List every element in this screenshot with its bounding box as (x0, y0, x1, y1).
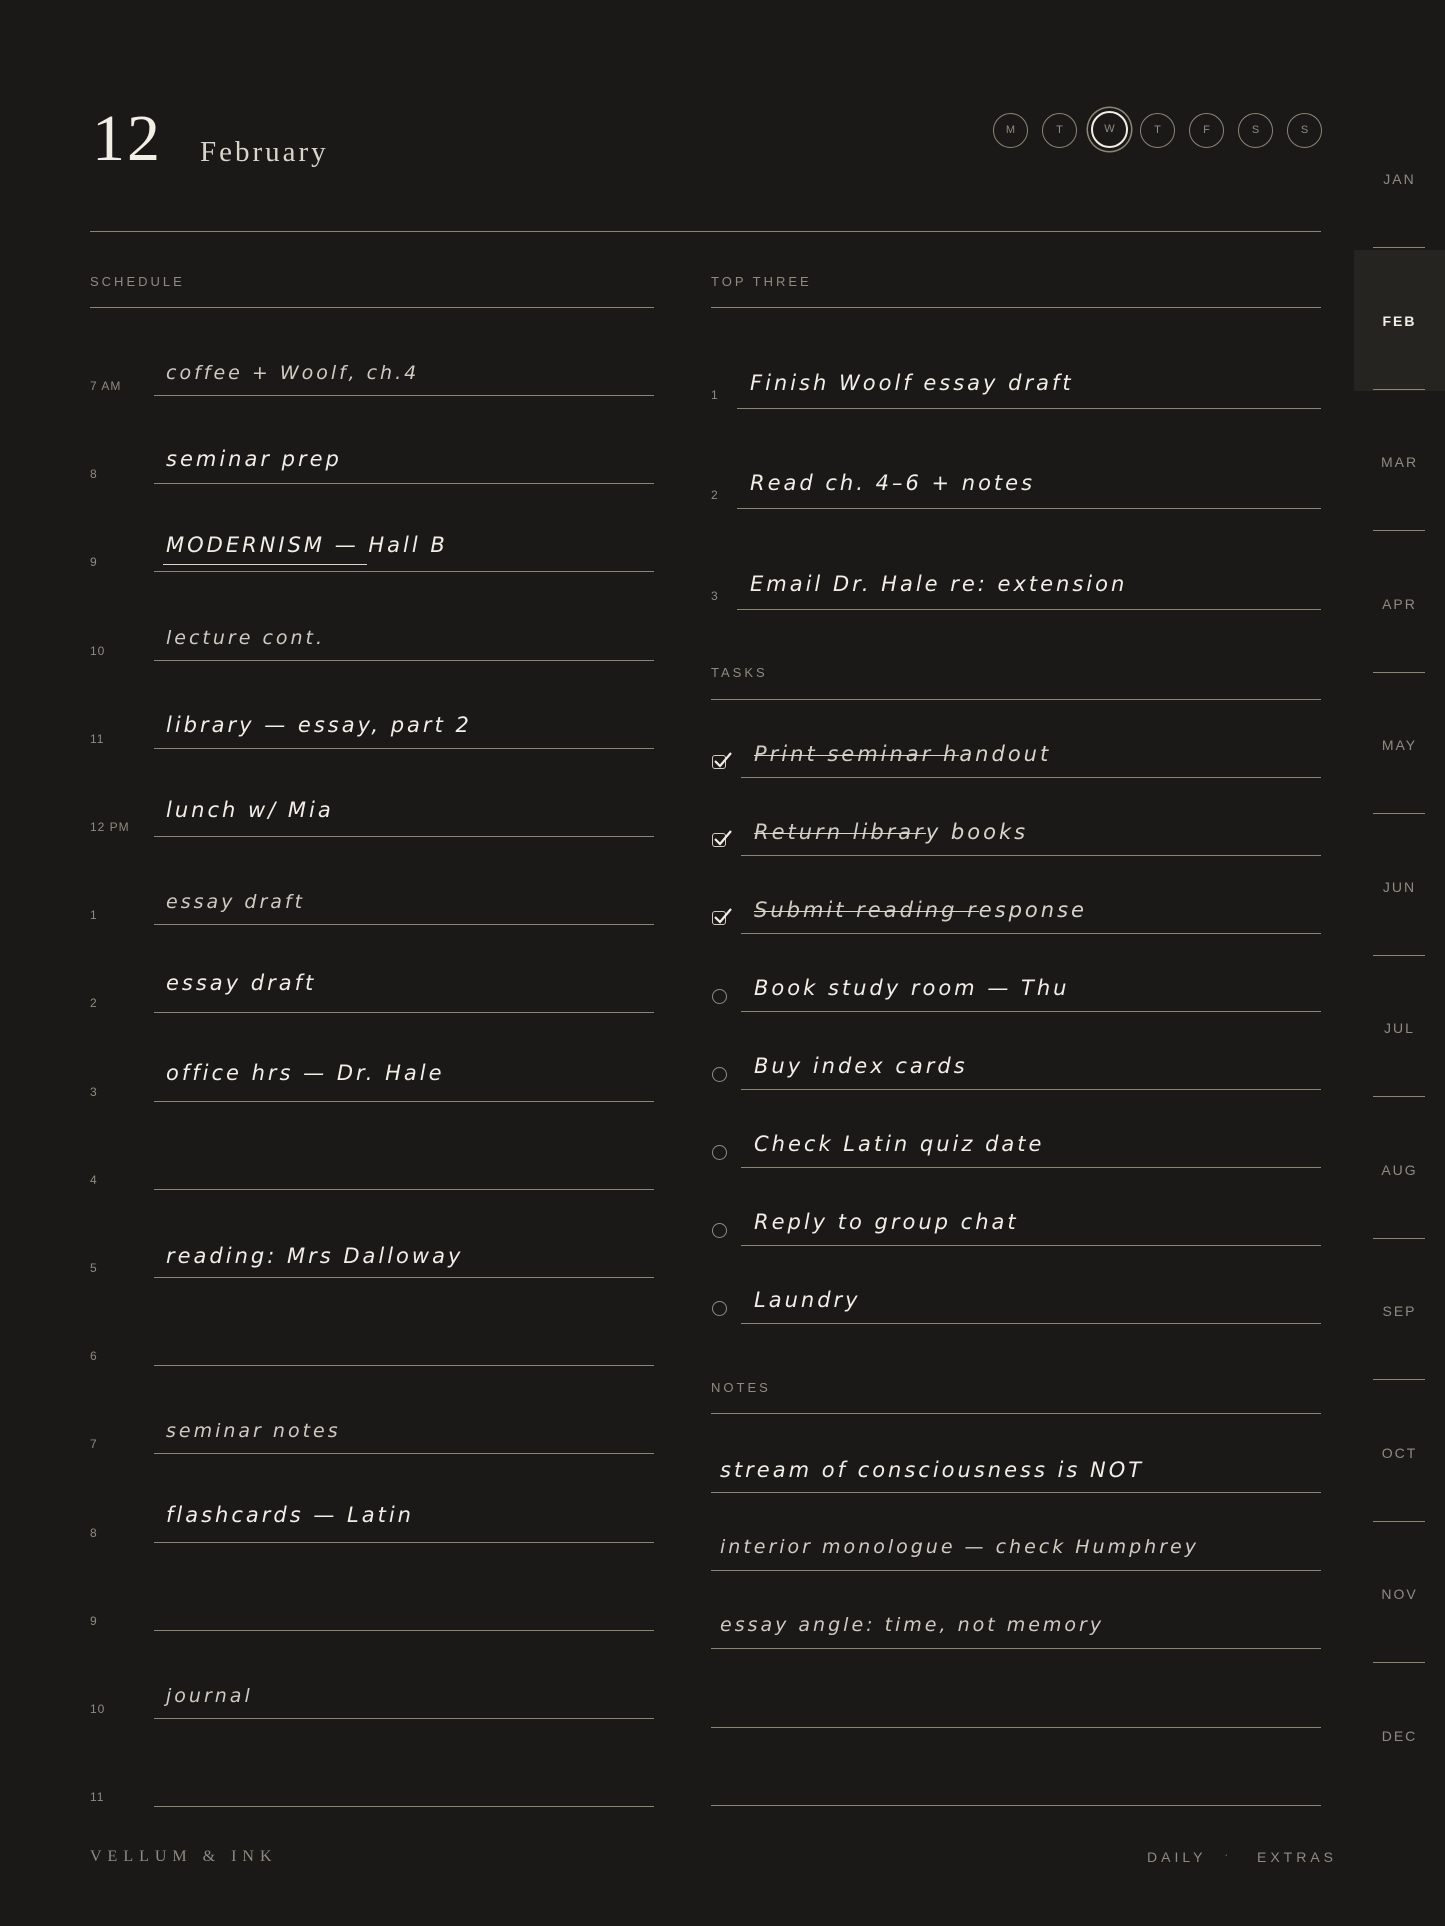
task-rest: Reply to group chat (754, 1210, 1019, 1234)
weekday-0[interactable]: M (993, 113, 1028, 148)
month-divider (1373, 1238, 1425, 1239)
schedule-line (154, 395, 654, 396)
schedule-hour: 12 PM (90, 820, 130, 834)
schedule-label-rule (90, 307, 654, 308)
check-mark-icon (712, 827, 734, 849)
priority-text[interactable]: Email Dr. Hale re: extension (750, 572, 1128, 596)
task-text[interactable] (754, 742, 1051, 766)
priority-text[interactable]: Read ch. 4–6 + notes (750, 471, 1036, 495)
schedule-line (154, 1630, 654, 1631)
schedule-line (154, 1189, 654, 1190)
checkbox-empty[interactable] (712, 1223, 727, 1238)
weekday-6[interactable]: S (1287, 113, 1322, 148)
footer-link-extras[interactable]: EXTRAS (1257, 1849, 1338, 1865)
task-text[interactable] (754, 820, 1028, 844)
weekday-2[interactable]: W (1091, 111, 1128, 148)
task-rest: Check Latin quiz date (754, 1132, 1045, 1156)
month-tab-jun[interactable] (1354, 816, 1445, 957)
month-tab-mar[interactable] (1354, 391, 1445, 532)
schedule-line (154, 571, 654, 572)
priority-line (737, 508, 1321, 509)
schedule-entry[interactable]: coffee + Woolf, ch.4 (166, 362, 420, 384)
month-tab-label: FEB (1382, 313, 1417, 329)
month-tab-label: JAN (1383, 171, 1416, 187)
schedule-line (154, 1718, 654, 1719)
month-tab-label: DEC (1381, 1728, 1418, 1744)
schedule-line (154, 1365, 654, 1366)
task-rest: Buy index cards (754, 1054, 968, 1078)
schedule-line (154, 1806, 654, 1807)
task-text[interactable] (754, 1132, 1044, 1156)
task-line (741, 855, 1321, 856)
footer-link-daily[interactable]: DAILY (1147, 1849, 1207, 1865)
task-line (741, 933, 1321, 934)
month-divider (1373, 813, 1425, 814)
month-divider (1373, 530, 1425, 531)
month-tab-may[interactable] (1354, 674, 1445, 815)
schedule-line (154, 836, 654, 837)
schedule-hour: 10 (90, 1702, 106, 1716)
schedule-line (154, 924, 654, 925)
schedule-hour: 9 (90, 555, 98, 569)
note-line (711, 1570, 1321, 1571)
task-line (741, 1167, 1321, 1168)
month-divider (1373, 389, 1425, 390)
task-line (741, 1011, 1321, 1012)
day-number: 12 (92, 102, 162, 175)
notes-label-rule (711, 1413, 1321, 1414)
schedule-line (154, 1101, 654, 1102)
priority-number: 3 (711, 589, 718, 603)
month-tab-nov[interactable] (1354, 1523, 1445, 1664)
schedule-entry[interactable]: essay draft (166, 971, 317, 995)
month-tab-jan[interactable] (1354, 108, 1445, 249)
month-divider (1373, 955, 1425, 956)
task-done-part: Return librar (754, 820, 926, 844)
task-line (741, 1089, 1321, 1090)
schedule-line (154, 1012, 654, 1013)
weekday-5[interactable]: S (1238, 113, 1273, 148)
tasks-label-rule (711, 699, 1321, 700)
schedule-entry[interactable]: essay draft (166, 891, 306, 913)
note-line-text[interactable]: interior monologue — check Humphrey (720, 1536, 1199, 1558)
task-rest: andout (959, 742, 1052, 766)
checkbox-empty[interactable] (712, 989, 727, 1004)
month-divider (1373, 1096, 1425, 1097)
schedule-hour: 1 (90, 908, 98, 922)
month-tab-feb[interactable] (1354, 250, 1445, 391)
task-line (741, 1245, 1321, 1246)
note-line (711, 1805, 1321, 1806)
task-done-part: Submit reading r (754, 898, 979, 922)
month-tab-sep[interactable] (1354, 1240, 1445, 1381)
schedule-line (154, 660, 654, 661)
month-tab-label: NOV (1381, 1586, 1418, 1602)
month-tab-aug[interactable] (1354, 1099, 1445, 1240)
header-divider (90, 231, 1321, 232)
note-line-text[interactable]: stream of consciousness is NOT (720, 1458, 1145, 1482)
month-tab-label: MAR (1380, 454, 1419, 470)
schedule-hour: 3 (90, 1085, 98, 1099)
task-line (741, 1323, 1321, 1324)
schedule-entry[interactable]: MODERNISM — Hall B (166, 533, 448, 557)
schedule-entry[interactable]: seminar notes (166, 1420, 341, 1442)
task-text[interactable] (754, 976, 1069, 1000)
priority-number: 1 (711, 388, 718, 402)
schedule-hour: 6 (90, 1349, 98, 1363)
schedule-entry[interactable]: lecture cont. (166, 627, 326, 649)
priority-line (737, 609, 1321, 610)
schedule-entry[interactable]: lunch w/ Mia (166, 798, 334, 822)
month-divider (1373, 672, 1425, 673)
priority-text[interactable]: Finish Woolf essay draft (750, 371, 1074, 395)
schedule-entry[interactable]: flashcards — Latin (166, 1503, 414, 1527)
top-three-label-rule (711, 307, 1321, 308)
weekday-4[interactable]: F (1189, 113, 1224, 148)
schedule-hour: 5 (90, 1261, 98, 1275)
top-three-label: TOP THREE (711, 274, 812, 289)
note-line-text[interactable]: essay angle: time, not memory (720, 1614, 1105, 1636)
task-rest: Book study room — Thu (754, 976, 1070, 1000)
month-tab-label: OCT (1381, 1445, 1418, 1461)
schedule-hour: 2 (90, 996, 98, 1010)
task-text[interactable] (754, 898, 1087, 922)
schedule-line (154, 1542, 654, 1543)
month-divider (1373, 247, 1425, 248)
month-tab-label: APR (1382, 596, 1417, 612)
checkbox-empty[interactable] (712, 1301, 727, 1316)
entry-underline (163, 564, 367, 565)
task-done-part: Print seminar h (754, 742, 960, 766)
schedule-line (154, 483, 654, 484)
priority-line (737, 408, 1321, 409)
schedule-line (154, 1453, 654, 1454)
schedule-hour: 4 (90, 1173, 98, 1187)
month-name: February (200, 136, 329, 168)
footer-separator: · (1224, 1846, 1229, 1862)
schedule-entry[interactable]: seminar prep (166, 447, 342, 471)
schedule-hour: 8 (90, 1526, 98, 1540)
schedule-line (154, 748, 654, 749)
month-divider (1373, 1379, 1425, 1380)
schedule-hour: 11 (90, 1790, 105, 1804)
note-line (711, 1648, 1321, 1649)
schedule-line (154, 1277, 654, 1278)
weekday-1[interactable]: T (1042, 113, 1077, 148)
schedule-entry[interactable]: reading: Mrs Dalloway (166, 1244, 464, 1268)
check-mark-icon (712, 905, 734, 927)
checkbox-empty[interactable] (712, 1145, 727, 1160)
task-text[interactable] (754, 1288, 861, 1312)
schedule-hour: 11 (90, 732, 105, 746)
month-tab-label: JUL (1384, 1020, 1415, 1036)
month-tab-label: SEP (1382, 1303, 1417, 1319)
month-tab-dec[interactable] (1354, 1665, 1445, 1806)
brand-logo: VELLUM & INK (90, 1848, 278, 1865)
schedule-entry[interactable]: journal (166, 1685, 253, 1707)
checkbox-checked[interactable] (712, 833, 726, 847)
task-rest: y books (925, 820, 1029, 844)
schedule-hour: 10 (90, 644, 106, 658)
month-tab-label: AUG (1381, 1162, 1418, 1178)
check-mark-icon (712, 749, 734, 771)
note-line (711, 1492, 1321, 1493)
schedule-hour: 8 (90, 467, 98, 481)
checkbox-empty[interactable] (712, 1067, 727, 1082)
notes-label: NOTES (711, 1380, 771, 1395)
schedule-entry[interactable]: library — essay, part 2 (166, 713, 472, 737)
month-tab-label: MAY (1381, 737, 1418, 753)
schedule-hour: 9 (90, 1614, 98, 1628)
schedule-hour: 7 AM (90, 379, 122, 393)
schedule-label: SCHEDULE (90, 274, 185, 289)
weekday-3[interactable]: T (1140, 113, 1175, 148)
task-text[interactable] (754, 1054, 968, 1078)
task-line (741, 777, 1321, 778)
month-tab-label: JUN (1382, 879, 1417, 895)
task-text[interactable] (754, 1210, 1019, 1234)
month-tab-apr[interactable] (1354, 533, 1445, 674)
schedule-hour: 7 (90, 1437, 98, 1451)
month-divider (1373, 1662, 1425, 1663)
note-line (711, 1727, 1321, 1728)
schedule-entry[interactable]: office hrs — Dr. Hale (166, 1061, 445, 1085)
month-tab-oct[interactable] (1354, 1382, 1445, 1523)
task-rest: esponse (978, 898, 1087, 922)
task-rest: Laundry (754, 1288, 861, 1312)
checkbox-checked[interactable] (712, 755, 726, 769)
month-divider (1373, 1521, 1425, 1522)
priority-number: 2 (711, 488, 718, 502)
tasks-label: TASKS (711, 665, 768, 680)
month-tab-jul[interactable] (1354, 957, 1445, 1098)
checkbox-checked[interactable] (712, 911, 726, 925)
